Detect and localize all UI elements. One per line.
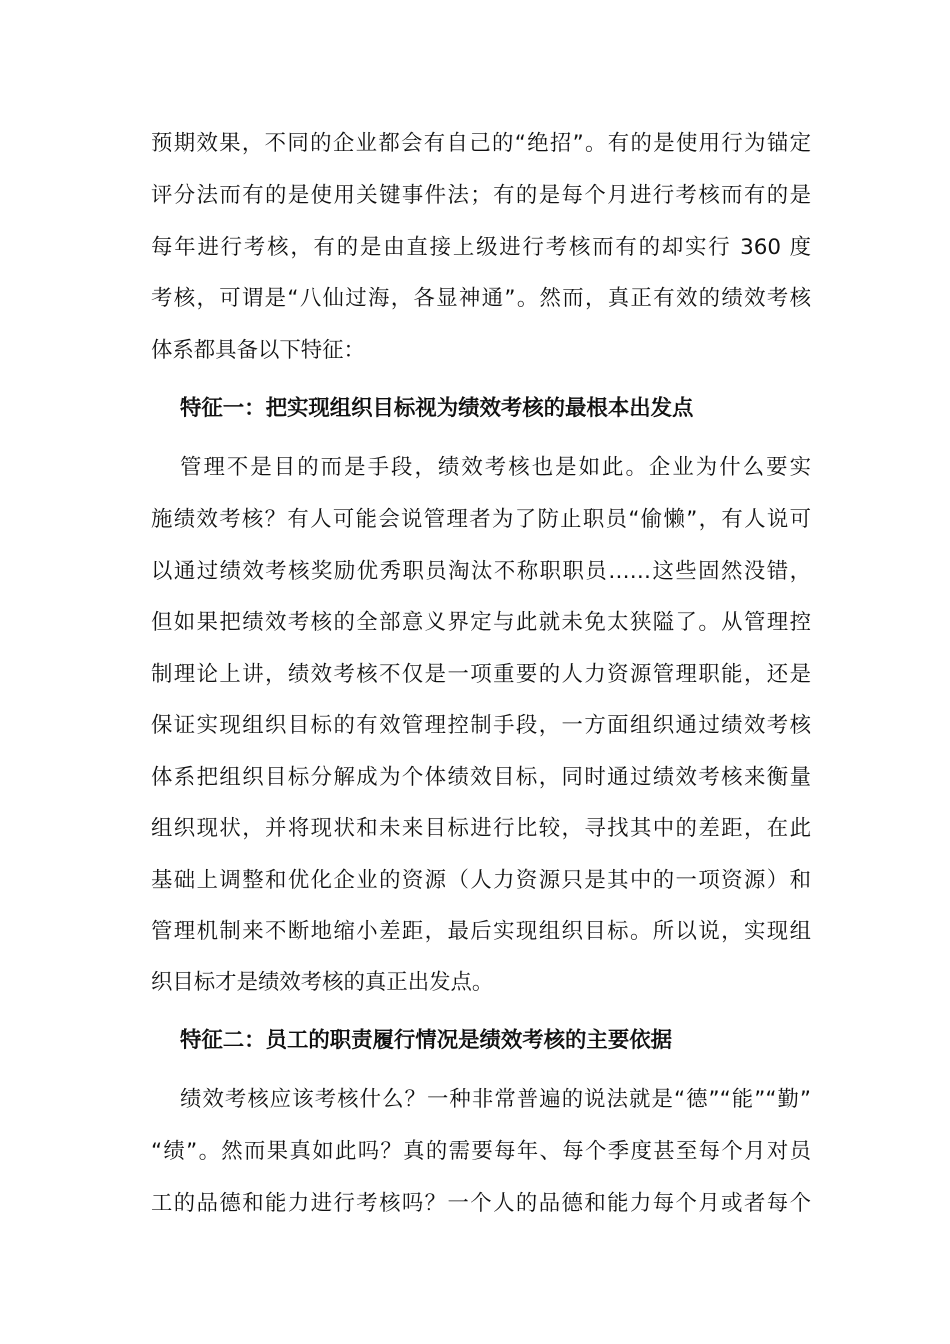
section1-line-4: 但如果把绩效考核的全部意义界定与此就未免太狭隘了。从管理控 — [151, 610, 811, 635]
section1-line-1: 管理不是目的而是手段，绩效考核也是如此。企业为什么要实 — [180, 455, 811, 480]
section1-line-8: 组织现状，并将现状和未来目标进行比较，寻找其中的差距，在此 — [151, 816, 811, 841]
section-heading-2: 特征二：员工的职责履行情况是绩效考核的主要依据 — [180, 1028, 672, 1053]
section2-line-2: “绩”。然而果真如此吗？真的需要每年、每个季度甚至每个月对员 — [151, 1139, 811, 1164]
section1-line-9: 基础上调整和优化企业的资源（人力资源只是其中的一项资源）和 — [151, 868, 811, 893]
section1-line-5: 制理论上讲，绩效考核不仅是一项重要的人力资源管理职能，还是 — [151, 662, 811, 687]
section1-line-10: 管理机制来不断地缩小差距，最后实现组织目标。所以说，实现组 — [151, 919, 811, 944]
section1-line-6: 保证实现组织目标的有效管理控制手段，一方面组织通过绩效考核 — [151, 713, 811, 738]
section2-line-1: 绩效考核应该考核什么？一种非常普遍的说法就是“德”“能”“勤” — [180, 1087, 811, 1112]
intro-line-2: 评分法而有的是使用关键事件法；有的是每个月进行考核而有的是 — [151, 183, 811, 208]
intro-line-1: 预期效果，不同的企业都会有自己的“绝招”。有的是使用行为锚定 — [151, 131, 811, 156]
section1-line-2: 施绩效考核？有人可能会说管理者为了防止职员“偷懒”，有人说可 — [151, 507, 811, 532]
section1-line-7: 体系把组织目标分解成为个体绩效目标，同时通过绩效考核来衡量 — [151, 765, 811, 790]
section2-line-3: 工的品德和能力进行考核吗？一个人的品德和能力每个月或者每个 — [151, 1191, 811, 1216]
intro-line-3: 每年进行考核，有的是由直接上级进行考核而有的却实行 360 度 — [151, 235, 811, 260]
intro-line-4: 考核，可谓是“八仙过海，各显神通”。然而，真正有效的绩效考核 — [151, 286, 811, 311]
section-heading-1: 特征一：把实现组织目标视为绩效考核的最根本出发点 — [180, 396, 694, 421]
section1-line-3: 以通过绩效考核奖励优秀职员淘汰不称职职员……这些固然没错， — [151, 559, 811, 584]
intro-line-5: 体系都具备以下特征： — [151, 338, 365, 363]
section1-line-11: 织目标才是绩效考核的真正出发点。 — [151, 970, 494, 995]
